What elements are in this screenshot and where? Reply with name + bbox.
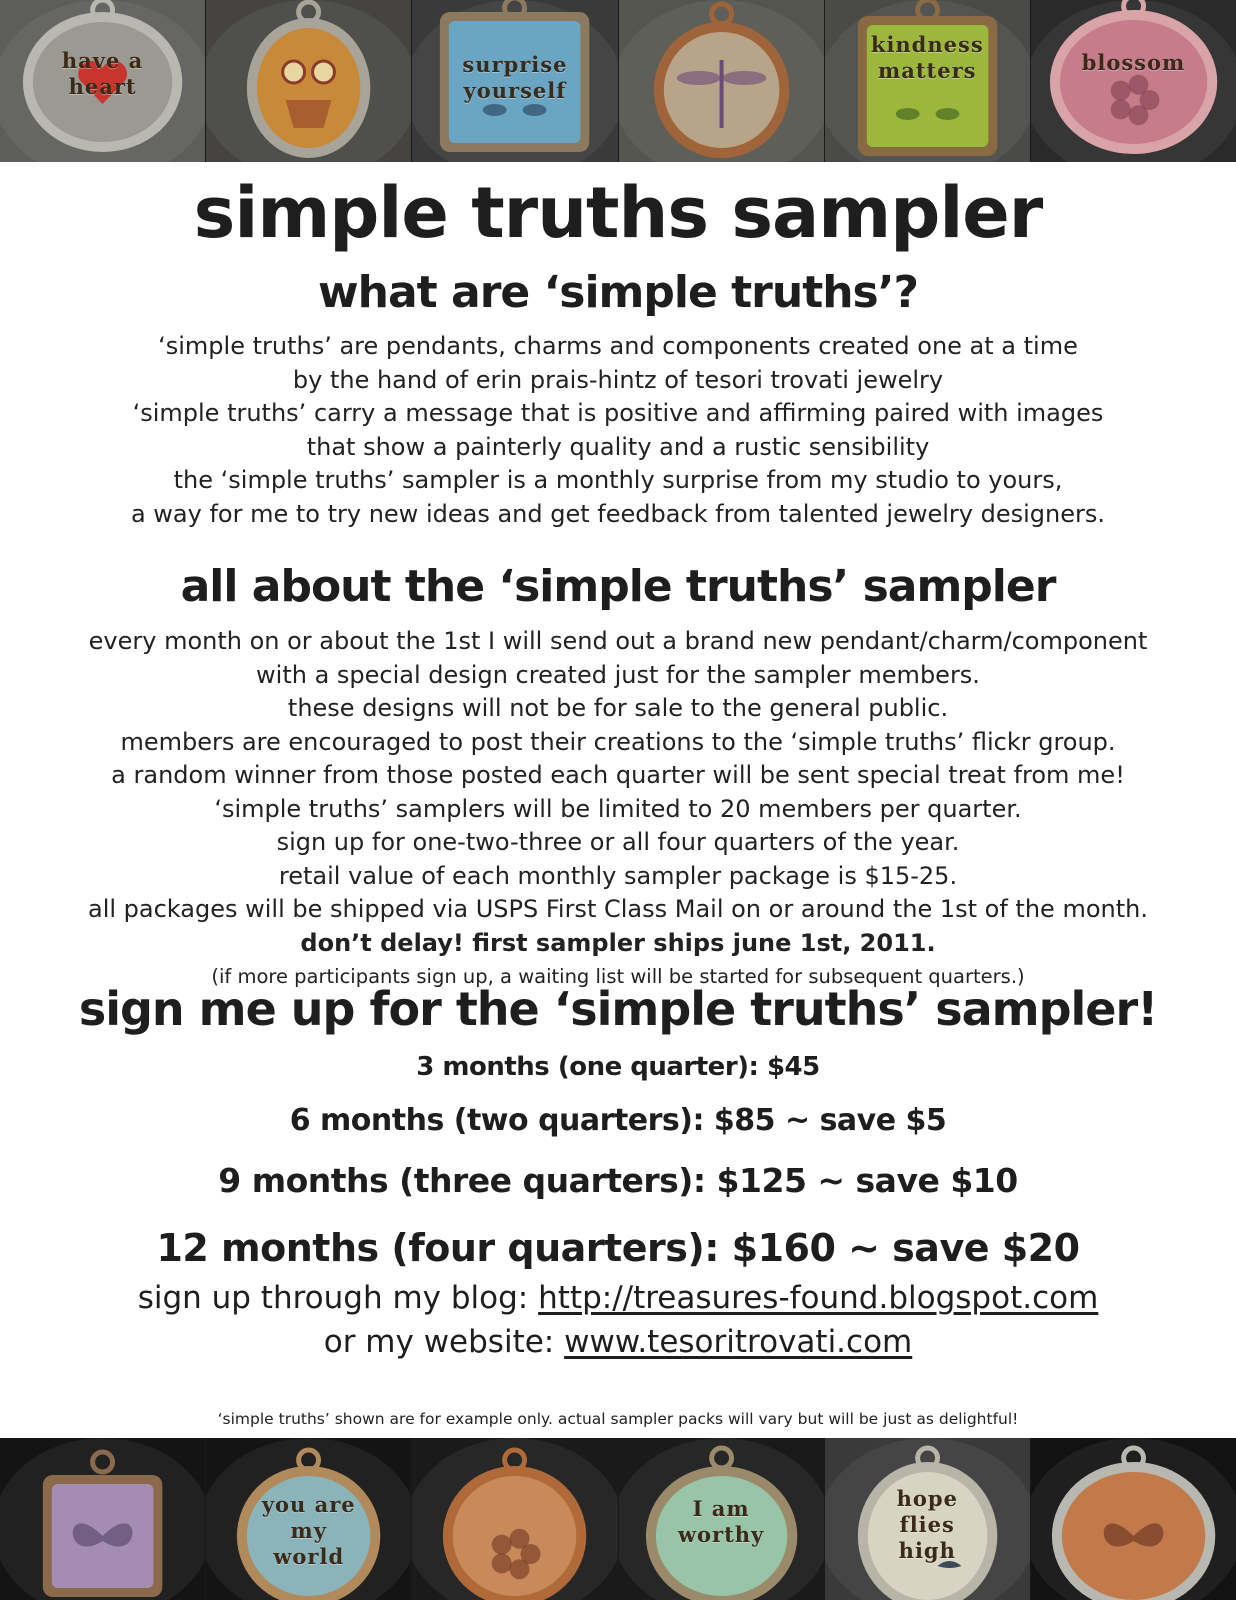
- website-label: or my website:: [323, 1324, 555, 1360]
- dragonfly-pendant-icon: [619, 0, 824, 162]
- website-signup-line: [0, 1322, 1236, 1362]
- pendant-inscription: blossom: [1081, 50, 1186, 75]
- about-line: with a special design created just for the sampler members.: [256, 660, 980, 689]
- flower-pendant-icon: [1031, 0, 1236, 162]
- price-option-6-months: 6 months (two quarters): $85 ~ save $5: [289, 1103, 947, 1138]
- about-line: every month on or about the 1st I will send out a brand new pendant/charm/component: [88, 627, 1148, 655]
- pendant-inscription: hope flies high: [896, 1486, 958, 1563]
- pendant-inscription: kindness matters: [870, 32, 984, 83]
- ship-date-emphasis: don’t delay! first sampler ships june 1st, 2011.: [300, 928, 936, 957]
- owl-pendant-icon: [206, 0, 411, 162]
- price-option-9-months: 9 months (three quarters): $125 ~ save $10: [218, 1161, 1018, 1200]
- blog-label: sign up through my blog:: [137, 1280, 529, 1316]
- about-line: a random winner from those posted each quarter will be sent special treat from me!: [111, 761, 1125, 789]
- section-heading-sign-up: sign me up for the ‘simple truths’ sampler!: [78, 982, 1158, 1036]
- waiting-list-note: (if more participants sign up, a waiting list will be started for subsequent quarters.): [211, 965, 1025, 988]
- about-line: all packages will be shipped via USPS First Class Mail on or around the 1st of the month.: [88, 895, 1148, 923]
- dragonfly-pendant-photo: [619, 0, 825, 162]
- footer-photo-strip: [0, 1438, 1236, 1600]
- blog-link[interactable]: http://treasures-found.blogspot.com: [538, 1280, 1099, 1316]
- website-link[interactable]: www.tesoritrovati.com: [564, 1324, 913, 1360]
- flower-swirl-pendant-photo: [412, 1438, 618, 1600]
- leaf-square-pendant-photo: [412, 0, 618, 162]
- footnote: ‘simple truths’ shown are for example only. actual sampler packs will vary but will be just as delightful!: [217, 1410, 1019, 1428]
- intro-paragraph: [0, 330, 1236, 531]
- pendant-inscription: you are my world: [261, 1492, 356, 1569]
- about-line: members are encouraged to post their creations to the ‘simple truths’ flickr group.: [120, 727, 1116, 756]
- intro-line: that show a painterly quality and a rustic sensibility: [306, 432, 930, 461]
- leaf-pendant-photo: [825, 0, 1031, 162]
- about-line: these designs will not be for sale to the general public.: [287, 694, 949, 722]
- intro-line: ‘simple truths’ are pendants, charms and components created one at a time: [158, 332, 1078, 360]
- bird-pendant-photo: [825, 1438, 1031, 1600]
- pendant-inscription: have a heart: [61, 48, 144, 99]
- butterfly-square-pendant-icon: [0, 1438, 205, 1600]
- flower-swirl-pendant-icon: [412, 1438, 617, 1600]
- price-option-12-months: 12 months (four quarters): $160 ~ save $20: [156, 1226, 1080, 1270]
- about-line: retail value of each monthly sampler package is $15-25.: [278, 861, 958, 890]
- about-line: ‘simple truths’ samplers will be limited to 20 members per quarter.: [214, 794, 1022, 823]
- heart-pendant-photo: [0, 0, 206, 162]
- intro-line: by the hand of erin prais-hintz of tesori trovati jewelry: [292, 365, 944, 394]
- intro-line: the ‘simple truths’ sampler is a monthly surprise from my studio to yours,: [173, 466, 1063, 494]
- blog-signup-line: [0, 1278, 1236, 1318]
- butterfly-round-pendant-photo: [1031, 1438, 1236, 1600]
- intro-line: ‘simple truths’ carry a message that is positive and affirming paired with images: [132, 399, 1104, 427]
- pendant-inscription: I am worthy: [677, 1496, 765, 1547]
- intro-line: a way for me to try new ideas and get feedback from talented jewelry designers.: [130, 499, 1106, 528]
- about-line: sign up for one-two-three or all four quarters of the year.: [276, 828, 960, 856]
- pendant-inscription: surprise yourself: [462, 52, 568, 103]
- flower-pendant-photo: [1031, 0, 1236, 162]
- header-photo-strip: [0, 0, 1236, 162]
- section-heading-what-are: what are ‘simple truths’?: [318, 267, 918, 318]
- world-pendant-photo: [206, 1438, 412, 1600]
- price-option-3-months: 3 months (one quarter): $45: [416, 1052, 820, 1082]
- flyer-content: [0, 162, 1236, 1438]
- worthy-pendant-photo: [619, 1438, 825, 1600]
- owl-pendant-photo: [206, 0, 412, 162]
- page-title: simple truths sampler: [193, 172, 1043, 254]
- section-heading-all-about: all about the ‘simple truths’ sampler: [180, 561, 1056, 612]
- butterfly-round-pendant-icon: [1031, 1438, 1236, 1600]
- about-paragraph: [0, 625, 1236, 994]
- butterfly-square-pendant-photo: [0, 1438, 206, 1600]
